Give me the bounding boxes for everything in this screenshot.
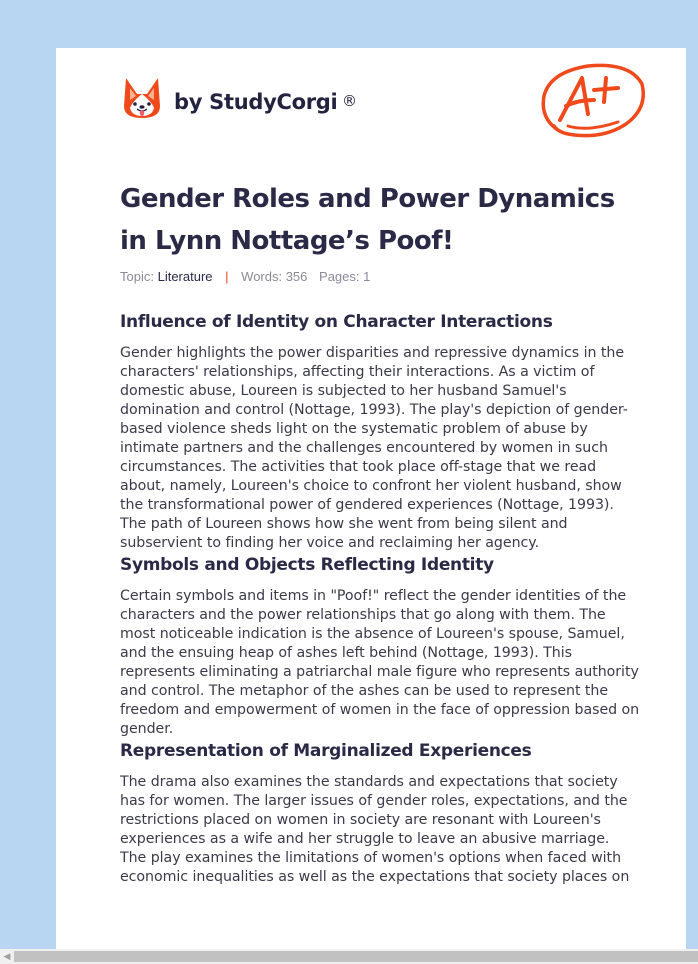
horizontal-scrollbar[interactable] (0, 949, 698, 964)
section-paragraph: The drama also examines the standards and expectations that society has for women. The larger issues of gender roles, expectations, and the restrictions placed on women in society are resonant with Loureen's experiences as a wife and her struggle to leave an abusive marriage. The play examines the limitations of women's options when faced with economic inequalities as well as the expectations that society places on (120, 774, 630, 885)
topic-label: Topic: (120, 269, 154, 284)
word-count: Words: 356 (241, 269, 308, 284)
page-count: Pages: 1 (319, 269, 371, 284)
title-line-2: in Lynn Nottage’s Poof! (120, 226, 454, 256)
section-heading: Influence of Identity on Character Interactions (120, 312, 553, 332)
essay-section (120, 739, 640, 887)
essay-section (120, 553, 640, 739)
essay-section (120, 310, 640, 553)
registered-mark: ® (342, 92, 357, 110)
corgi-logo-icon (122, 76, 162, 120)
page-title (120, 178, 650, 262)
essay-meta (120, 269, 370, 284)
section-heading: Symbols and Objects Reflecting Identity (120, 555, 494, 575)
meta-separator: | (225, 269, 229, 284)
section-heading: Representation of Marginalized Experiences (120, 741, 532, 761)
scrollbar-thumb[interactable] (14, 951, 698, 962)
section-paragraph: Certain symbols and items in "Poof!" reflect the gender identities of the characters and the power relationships that go along with them. The most noticeable indication is the absence of Loureen's spouse, Samuel, and the ensuing heap of ashes left behind (Nottage, 1993). This represents eliminating a patriarchal male figure who represents authority and control. The metaphor of the ashes can be used to represent the freedom and empowerment of women in the face of oppression based on gender. (120, 588, 640, 737)
section-paragraph: Gender highlights the power disparities and repressive dynamics in the characters' relationships, affecting their interactions. As a victim of domestic abuse, Loureen is subjected to her husband Samuel's domination and control (Nottage, 1993). The play's depiction of gender-based violence sheds light on the systematic problem of abuse by intimate partners and the challenges encountered by women in such circumstances. The activities that took place off-stage that we read about, namely, Loureen's choice to confront her violent husband, show the transformational power of gendered experiences (Nottage, 1993). The path of Loureen shows how she went from being silent and subservient to finding her voice and reclaiming her agency. (120, 345, 628, 551)
brand-logo-link[interactable] (122, 76, 357, 120)
scroll-left-arrow-icon[interactable]: ◀ (3, 951, 11, 961)
essay-body (120, 310, 640, 887)
title-line-1: Gender Roles and Power Dynamics (120, 184, 615, 214)
a-plus-grade-icon (538, 60, 648, 140)
topic-link[interactable]: Literature (157, 269, 213, 284)
brand-name: by StudyCorgi (174, 90, 338, 114)
essay-page (56, 48, 686, 964)
